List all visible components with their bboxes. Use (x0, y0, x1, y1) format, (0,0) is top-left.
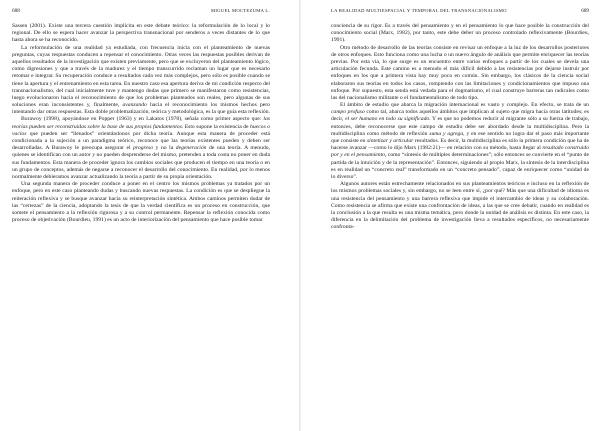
right-running-header (331, 8, 589, 17)
left-running-header (12, 8, 270, 17)
left-page (12, 8, 270, 426)
right-page-number: 689 (581, 8, 589, 14)
italic-text: degeneración (175, 145, 207, 152)
right-page-body (331, 23, 589, 231)
paragraph: Algunos autores están estrechamente relacionados en sus planteamientos teóricos e incluso en la reflexión de los mismos problemas sociales y, sin embargo, no se leen entre sí, ¿por qué? Más que una dificultad de idioma es una resistencia del pensamiento y una barrera reflexiva que impide el intercambio de ideas y su colaboración. Como resistencia se afirma que existe una confrontación de ideas, a las que se cree debatir, cuando en realidad es la conclusión a la que resulta es una misma temática, pero donde la unidad de análisis es distinta. En este caso, la diferencia en la delimitación del problema de investigación lleva a resultados específicos, no necesariamente confronta- (331, 181, 589, 231)
paragraph: La reformulación de una realidad ya estudiada, con frecuencia inicia con el planteamiento de nuevas preguntas, cuyas respuestas conducen a repensar el conocimiento. Otras veces las respuestas posibles derivan de aquellos resultados de la investigación que existen previamente, pero que se excluyeron del planteamiento lógico, como digresiones y que a través de la madurez y el tiempo transcurrido reclaman un lugar que es necesario retomar e integrar. Su recuperación conduce a resultados cada vez más complejos, pero sólo es posible cuando se tiene la apertura y el entrenamiento en esta tarea. En nuestro caso esa apertura deriva de mi condición respecto del transnacionalismo, del cual inicialmente tuve y mantengo dudas que primero se manifestaron como resistencias, luego evolucionaron hacia el reconocimiento de que los problemas planteados son reales, pero algunas de sus soluciones eran inconsistentes y, finalmente, avanzando hacia el reconocimiento los mismos hechos pero intentando dar otras respuestas. Esta doble problematización, teórica y metodológica, es la que guía esta reflexión. (12, 44, 270, 116)
left-page-number: 688 (12, 8, 20, 14)
running-head-title: LA REALIDAD MULTIESPACIAL Y TEMPORAL DEL TRANSNACIONALISMO (331, 8, 507, 13)
italic-text: progreso (133, 145, 154, 152)
italic-text: el ser humano en todo su significado (345, 116, 430, 123)
italic-text: huecos o vacíos (12, 123, 270, 137)
paragraph: Otro método de desarrollo de las teorías consiste en revisar un enfoque a la luz de los desarrollos posteriores de otros enfoques. Esto funciona como una lucha o un nuevo ángulo de análisis que permite enriquecer las teorías previas. Por esta vía, lo que surge es un encuentro entre varios enfoques a partir de los cuales se devela una articulación fecunda. Este camino es a menudo el más difícil debido a las resistencias por dejarse instruir por enfoques en los que a primera vista hay muy poco en común. Sin embargo, los clásicos de la ciencia social elaboraron sus teorías en todos los casos, rompiendo con las limitaciones y condicionamientos que impuso una enfoque. Por supuesto, esta senda está vedada para el dogmatismo, el cual construye barreras tan radicales como las del nacionalismo militante o el fundamentalismo de todo tipo. (331, 44, 589, 101)
paragraph: Una segunda manera de proceder conduce a poner en el centro los mismos problemas ya tratados por un enfoque, pero en este caso planteando dudas y buscando nuevas respuestas. La condición es que se despliegue la reiteración reflexiva y se busque avanzar hacia su reinterpretación sintética. Ambos caminos permiten dudar de las “certezas” de la ciencia, adoptando la tesis de que la verdad científica es un proceso en construcción, que somete el pensamiento a la reflexión rigurosa y a su control permanente. Repensar la reflexión conocida como proceso de objetivación (Bourdieu, 1991) es un acto de interiorización del pensamiento que hace posible tomar (12, 181, 270, 224)
paragraph: Sassen (2001). Existe una tercera cuestión implícita en este debate teórico: la reformulación de lo local y lo regional. De ello se espera hacer avanzar la perspectiva transnacional por senderos a veces distantes de lo que hasta ahora se ha reconocido. (12, 23, 270, 44)
italic-text: resultado construido por y en el pensamiento (331, 145, 589, 159)
italic-text: sintetizar y articular (366, 138, 414, 144)
paragraph: conciencia de su rigor. Es a través del pensamiento y en el pensamiento lo que hace posible la construcción del conocimiento social (Marx, 1982), por tanto, este debe deber un proceso controlado reflexivamente (Bourdieu, 1991). (331, 23, 589, 44)
paragraph: Burawoy (1998), apoyándose en Popper (1963) y en Lakatos (1978), señala como primer aspecto que: las teorías pueden ser reconstruidas sobre la base de sus propios fundamentos. Esto supone la existencia de huecos o vacíos que pueden ser “llenados” orientándonos por dicha teoría. Aunque esta manera de proceder está condicionada a la sujeción a un paradigma teórico, reconoce que las teorías existentes pueden y deben ser desarrolladas. A Burawoy le preocupa asegurar el progreso y no la degeneración de una teoría. A menudo, quienes se identifican con un autor y no pueden desprenderse del mismo, pretenden a toda costa no poner en duda sus fundamentos. Esta manera de proceder ignora los cambios sociales que producen el tiempo en una teoría o en un grupo de conceptos, además de negarse a reconocer el desarrollo del conocimiento. En realidad, por lo menos normalmente debieramos avanzar actualizando la teoría a partir de su propia orientación. (12, 116, 270, 180)
right-page (331, 8, 589, 426)
book-gutter (299, 0, 301, 431)
left-page-body (12, 23, 270, 224)
italic-text: las teorías pueden ser reconstruidas sobre la base de sus propios fundamentos (12, 116, 270, 130)
italic-text: suma y agrega (429, 130, 464, 137)
paragraph: El ámbito de estudio que abarca la migración internacional es vasto y complejo. En efecto, se trata de un campo profuso como tal, abarca todos aquellos ámbitos que implican al sujeto que migra hacia otras latitudes; es decir, el ser humano en todo su significado. Y es que no podemos reducir al migrante sólo a su fuerza de trabajo, entonces, debe reconocerse que este campo de estudio debe ser abordado desde la multidisciplina. Pero la multidisciplina como método de reflexión suma y agrega, y en ese sentido no logra dar el paso más importante que consiste en sintetizar y articular resultados. Es decir, la multidisciplina es sólo la primera condición que ha de hacerse avanzar —como lo dijo Marx (1982:21)— en relación con su método, hasta llegar al resultado construido por y en el pensamiento, como “síntesis de múltiples determinaciones”; sólo entonces se convierte en el “punto de partida de la intuición y de la representación”. Entonces, siguiendo al propio Marx, la síntesis de la interdisciplina es en realidad un “concreto real” transformado en un “concreto pensado”, capaz de enriquecer como “unidad de lo diverso”. (331, 102, 589, 180)
italic-text: avanzando (122, 102, 147, 109)
running-head-author: MIGUEL MOCTEZUMA L. (211, 8, 270, 13)
italic-text: campo profuso (331, 109, 365, 116)
